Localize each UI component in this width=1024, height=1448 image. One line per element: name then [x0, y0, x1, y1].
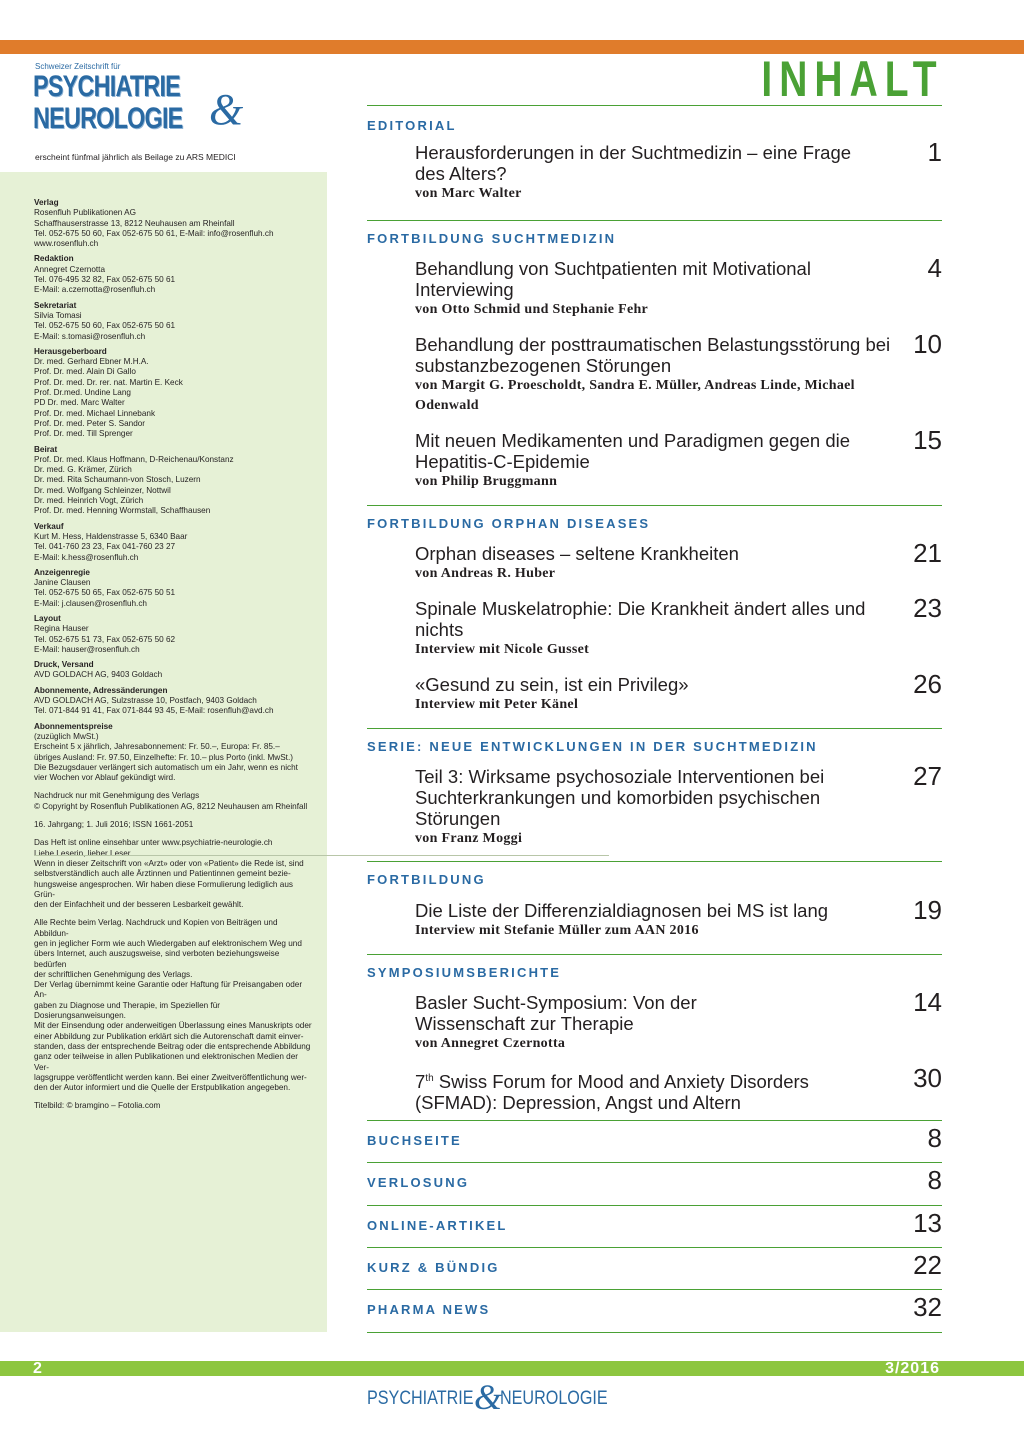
article-title: Spinale Muskelatrophie: Die Krankheit ändert alles und nichts — [415, 598, 866, 640]
article-author: von Andreas R. Huber — [415, 566, 556, 581]
imprint-line: Tel. 052-675 50 60, Fax 052-675 50 61, E-Mail: info@rosenfluh.ch — [34, 228, 274, 238]
article-page: 23 — [913, 593, 942, 623]
toc-entry[interactable] — [415, 425, 942, 492]
title-sup: th — [425, 1073, 434, 1084]
footer-logo — [367, 1377, 627, 1420]
section-divider — [367, 861, 942, 862]
section-divider — [367, 728, 942, 729]
imprint-online: Das Heft ist online einsehbar unter www.psychiatrie-neurologie.ch — [34, 838, 273, 848]
imprint-line: AVD GOLDACH AG, 9403 Goldach — [34, 670, 163, 680]
imprint-heading: Verlag — [34, 198, 59, 207]
article-author: von Franz Moggi — [415, 831, 523, 846]
imprint-sidebar — [0, 172, 327, 1332]
imprint-line: Prof. Dr. med. Dr. rer. nat. Martin E. Keck — [34, 377, 183, 387]
article-title: Orphan diseases – seltene Krankheiten — [415, 543, 739, 564]
article-author: von Philip Bruggmann — [415, 474, 558, 489]
short-section-page: 13 — [913, 1208, 942, 1238]
imprint-line: Prof. Dr. med. Henning Wormstall, Schaffhausen — [34, 506, 211, 516]
imprint-heading: Anzeigenregie — [34, 567, 90, 577]
article-page: 30 — [913, 1063, 942, 1093]
section-divider — [367, 1162, 942, 1163]
imprint-line: Dr. med. G. Krämer, Zürich — [34, 465, 132, 475]
imprint-line: Tel. 041-760 23 23, Fax 041-760 23 27 — [34, 542, 176, 552]
toc-entry[interactable] — [415, 329, 942, 416]
section-divider — [367, 220, 942, 221]
imprint-line: Dr. med. Gerhard Ebner M.H.A. — [34, 357, 149, 367]
section-divider — [367, 1120, 942, 1121]
article-title: Teil 3: Wirksame psychosoziale Interventionen bei Suchterkrankungen und komorbiden psychischen Störungen — [415, 766, 825, 829]
imprint-line: Annegret Czernotta — [34, 264, 106, 274]
imprint-heading: Abonnementspreise — [34, 721, 113, 731]
imprint-rights-note: einer Abbildung zur Publikation erklärt sich die Autorenschaft damit einver- — [34, 1031, 304, 1041]
imprint-line: Regina Hauser — [34, 624, 89, 634]
imprint-line: Rosenfluh Publikationen AG — [34, 208, 136, 218]
imprint-heading: Druck, Versand — [34, 660, 94, 670]
article-page: 10 — [913, 329, 942, 359]
imprint-reader-note: Wenn in dieser Zeitschrift von «Arzt» oder von «Patient» die Rede ist, sind — [34, 858, 304, 868]
section-fortbildung: FORTBILDUNG — [367, 872, 486, 887]
article-title: Behandlung der posttraumatischen Belastungsstörung bei substanzbezogenen Störungen — [415, 334, 891, 376]
article-author: von Annegret Czernotta — [415, 1036, 566, 1051]
short-section-label: KURZ & BÜNDIG — [367, 1260, 500, 1275]
article-author: von Margit G. Proescholdt, Sandra E. Müller, Andreas Linde, Michael Odenwald — [415, 378, 855, 413]
short-section-label: PHARMA NEWS — [367, 1302, 491, 1317]
journal-logo — [33, 62, 323, 162]
imprint-line: E-Mail: a.czernotta@rosenfluh.ch — [34, 285, 156, 295]
imprint-reader-note: Liebe Leserin, lieber Leser — [34, 848, 131, 858]
short-section-page: 22 — [913, 1250, 942, 1280]
imprint-copyright: © Copyright by Rosenfluh Publikationen AG, 8212 Neuhausen am Rheinfall — [34, 801, 308, 811]
article-author: Interview mit Nicole Gusset — [415, 642, 590, 657]
section-editorial: EDITORIAL — [367, 118, 457, 133]
article-author: von Otto Schmid und Stephanie Fehr — [415, 302, 649, 317]
imprint-line: Schaffhauserstrasse 13, 8212 Neuhausen am Rheinfall — [34, 218, 235, 228]
short-section-page: 8 — [927, 1123, 942, 1153]
imprint-line: Prof. Dr. med. Peter S. Sandor — [34, 418, 146, 428]
short-section-label: ONLINE-ARTIKEL — [367, 1218, 508, 1233]
imprint-rights-note: der schriftlichen Genehmigung des Verlags. — [34, 969, 193, 979]
imprint-line: E-Mail: hauser@rosenfluh.ch — [34, 644, 140, 654]
imprint-line: PD Dr. med. Marc Walter — [34, 398, 125, 408]
imprint-line: Prof. Dr. med. Klaus Hoffmann, D-Reichenau/Konstanz — [34, 454, 234, 464]
imprint-line: Tel. 076-495 32 82, Fax 052-675 50 61 — [34, 275, 176, 285]
article-page: 21 — [913, 538, 942, 568]
imprint-rights-note: gaben zu Diagnose und Therapie, im Speziellen für Dosierungsanweisungen. — [34, 1000, 221, 1021]
imprint-rights-note: Alle Rechte beim Verlag. Nachdruck und Kopien von Beiträgen und Abbildun- — [34, 918, 278, 938]
imprint-reader-note: den der Einfachheit und der besseren Lesbarkeit gewählt. — [34, 900, 244, 910]
imprint-line: Die Bezugsdauer verlängert sich automatisch um ein Jahr, wenn es nicht — [34, 762, 298, 772]
imprint-rights-note: Der Verlag übernimmt keine Garantie oder Haftung für Preisangaben oder An- — [34, 980, 303, 1000]
article-page: 1 — [927, 137, 942, 167]
article-title: Basler Sucht-Symposium: Von der Wissenschaft zur Therapie — [415, 992, 697, 1034]
logo-ampersand: & — [209, 85, 244, 134]
footer-logo-ampersand: & — [474, 1377, 503, 1417]
imprint-line: Janine Clausen — [34, 578, 91, 588]
imprint-rights-note: gen in jeglicher Form wie auch Wiedergaben auf elektronischem Weg und — [34, 939, 302, 948]
section-divider — [367, 954, 942, 955]
imprint-line: E-Mail: j.clausen@rosenfluh.ch — [34, 598, 147, 608]
imprint-line: vier Wochen vor Ablauf gekündigt wird. — [34, 773, 176, 783]
short-section-label: BUCHSEITE — [367, 1133, 462, 1148]
imprint-line: Dr. med. Heinrich Vogt, Zürich — [34, 496, 144, 506]
article-page: 27 — [913, 761, 942, 791]
imprint-heading: Sekretariat — [34, 300, 77, 310]
section-fortbildung-orphan: FORTBILDUNG ORPHAN DISEASES — [367, 516, 651, 531]
imprint-line: Tel. 052-675 50 60, Fax 052-675 50 61 — [34, 321, 176, 331]
section-symposiumsberichte: SYMPOSIUMSBERICHTE — [367, 965, 562, 980]
section-divider — [367, 1247, 942, 1248]
footer-page-number: 2 — [33, 1360, 42, 1377]
toc-entry[interactable] — [415, 987, 942, 1054]
imprint-line: Tel. 052-675 51 73, Fax 052-675 50 62 — [34, 634, 176, 644]
imprint-line: Erscheint 5 x jährlich, Jahresabonnement: Fr. 50.–, Europa: Fr. 85.– — [34, 742, 280, 752]
page-title: INHALT — [761, 51, 944, 107]
imprint-rights-note: Mit der Einsendung oder anderweitigen Überlassung eines Manuskripts oder — [34, 1021, 312, 1031]
footer-logo-left: PSYCHIATRIE — [367, 1388, 474, 1409]
footer-issue: 3/2016 — [885, 1360, 940, 1377]
imprint-line: Dr. med. Wolfgang Schleinzer, Nottwil — [34, 485, 171, 495]
footer-logo-right: NEUROLOGIE — [500, 1388, 608, 1409]
imprint-line: Prof. Dr. med. Till Sprenger — [34, 429, 133, 439]
imprint-line: (zuzüglich MwSt.) — [34, 731, 99, 741]
short-section-label: VERLOSUNG — [367, 1175, 470, 1190]
imprint-block — [34, 198, 312, 1112]
section-fortbildung-suchtmedizin: FORTBILDUNG SUCHTMEDIZIN — [367, 231, 617, 246]
imprint-rule — [34, 855, 609, 856]
article-page: 4 — [927, 253, 942, 283]
imprint-line: Prof. Dr.med. Undine Lang — [34, 388, 131, 398]
imprint-line: AVD GOLDACH AG, Sulzstrasse 10, Postfach, 9403 Goldach — [34, 696, 257, 706]
imprint-line: Kurt M. Hess, Haldenstrasse 5, 6340 Baar — [34, 531, 188, 541]
article-author: Interview mit Stefanie Müller zum AAN 2016 — [415, 923, 699, 938]
section-divider — [367, 505, 942, 506]
short-section-page: 32 — [913, 1292, 942, 1322]
article-page: 15 — [913, 425, 942, 455]
imprint-heading: Beirat — [34, 444, 58, 454]
short-section-page: 8 — [927, 1165, 942, 1195]
toc-entry[interactable] — [415, 593, 942, 660]
section-divider — [367, 1332, 942, 1333]
article-title: «Gesund zu sein, ist ein Privileg» — [415, 674, 689, 695]
title-post: Swiss Forum for Mood and Anxiety Disorders (SFMAD): Depression, Angst und Altern — [415, 1071, 809, 1114]
logo-line-2: NEUROLOGIE — [33, 102, 183, 135]
imprint-line: Prof. Dr. med. Alain Di Gallo — [34, 367, 136, 377]
imprint-rights-note: den der Autor informiert und die Quelle der Erstpublikation angegeben. — [34, 1083, 291, 1093]
article-author: Interview mit Peter Känel — [415, 697, 579, 712]
toc-entry[interactable] — [415, 669, 942, 715]
article-title: Mit neuen Medikamenten und Paradigmen gegen die Hepatitis-C-Epidemie — [415, 430, 851, 472]
article-author: von Marc Walter — [415, 186, 522, 201]
article-title: Herausforderungen in der Suchtmedizin – eine Frage des Alters? — [415, 142, 852, 184]
toc-entry[interactable] — [415, 253, 942, 320]
imprint-reader-note: selbstverständlich auch alle Ärztinnen und Patientinnen gemeint bezie- — [34, 869, 291, 879]
toc-entry[interactable] — [415, 895, 942, 941]
article-page: 14 — [913, 987, 942, 1017]
imprint-line: E-Mail: s.tomasi@rosenfluh.ch — [34, 331, 146, 341]
imprint-line: Silvia Tomasi — [34, 310, 82, 320]
imprint-rights-note: standen, dass der entsprechende Beitrag oder die entsprechende Abbildung — [34, 1041, 311, 1051]
imprint-line: übriges Ausland: Fr. 97.50, Einzelhefte: Fr. 10.– plus Porto (inkl. MwSt.) — [34, 752, 293, 762]
title-rule — [367, 105, 942, 106]
article-title: Die Liste der Differenzialdiagnosen bei MS ist lang — [415, 900, 829, 921]
imprint-line: E-Mail: k.hess@rosenfluh.ch — [34, 552, 139, 562]
imprint-rights-note: ganz oder teilweise in allen Publikationen und elektronischen Medien der Ver- — [34, 1052, 298, 1072]
imprint-line: Tel. 071-844 91 41, Fax 071-844 93 45, E-Mail: rosenfluh@avd.ch — [34, 706, 274, 716]
toc-entry[interactable] — [415, 137, 942, 204]
section-serie: SERIE: NEUE ENTWICKLUNGEN IN DER SUCHTMEDIZIN — [367, 739, 818, 754]
imprint-line: www.rosenfluh.ch — [34, 239, 99, 249]
imprint-rights-note: übers Internet, auch auszugsweise, sind verboten beziehungsweise bedürfen — [34, 949, 280, 969]
imprint-line: Tel. 052-675 50 65, Fax 052-675 50 51 — [34, 588, 176, 598]
article-title — [415, 1068, 885, 1113]
footer-bar — [0, 1361, 1024, 1376]
imprint-nachdruck: Nachdruck nur mit Genehmigung des Verlags — [34, 791, 200, 801]
imprint-rights-note: lagsgruppe veröffentlicht werden kann. Bei einer Zweitveröffentlichung wer- — [34, 1072, 307, 1082]
toc-entry[interactable] — [415, 1063, 942, 1114]
section-divider — [367, 1205, 942, 1206]
article-title: Behandlung von Suchtpatienten mit Motivational Interviewing — [415, 258, 811, 300]
logo-line-1: PSYCHIATRIE — [33, 70, 181, 103]
imprint-heading: Herausgeberboard — [34, 346, 107, 356]
article-page: 26 — [913, 669, 942, 699]
imprint-heading: Layout — [34, 613, 61, 623]
imprint-heading: Abonnemente, Adressänderungen — [34, 685, 168, 695]
imprint-line: Prof. Dr. med. Michael Linnebank — [34, 408, 156, 418]
article-page: 19 — [913, 895, 942, 925]
imprint-line: Dr. med. Rita Schaumann-von Stosch, Luzern — [34, 475, 201, 485]
section-divider — [367, 1289, 942, 1290]
toc-entry[interactable] — [415, 761, 942, 849]
logo-tagline: erscheint fünfmal jährlich als Beilage zu ARS MEDICI — [35, 152, 236, 162]
toc-entry[interactable] — [415, 538, 942, 584]
imprint-heading: Redaktion — [34, 254, 74, 264]
logo-small-text: Schweizer Zeitschrift für — [35, 62, 121, 71]
title-pre: 7 — [415, 1071, 426, 1093]
imprint-jahrgang: 16. Jahrgang; 1. Juli 2016; ISSN 1661-2051 — [34, 820, 194, 830]
imprint-heading: Verkauf — [34, 521, 64, 531]
imprint-cover-credit: Titelbild: © bramgino – Fotolia.com — [34, 1101, 161, 1111]
imprint-reader-note: hungsweise angesprochen. Wir haben diese Formulierung lediglich aus Grün- — [34, 879, 293, 899]
